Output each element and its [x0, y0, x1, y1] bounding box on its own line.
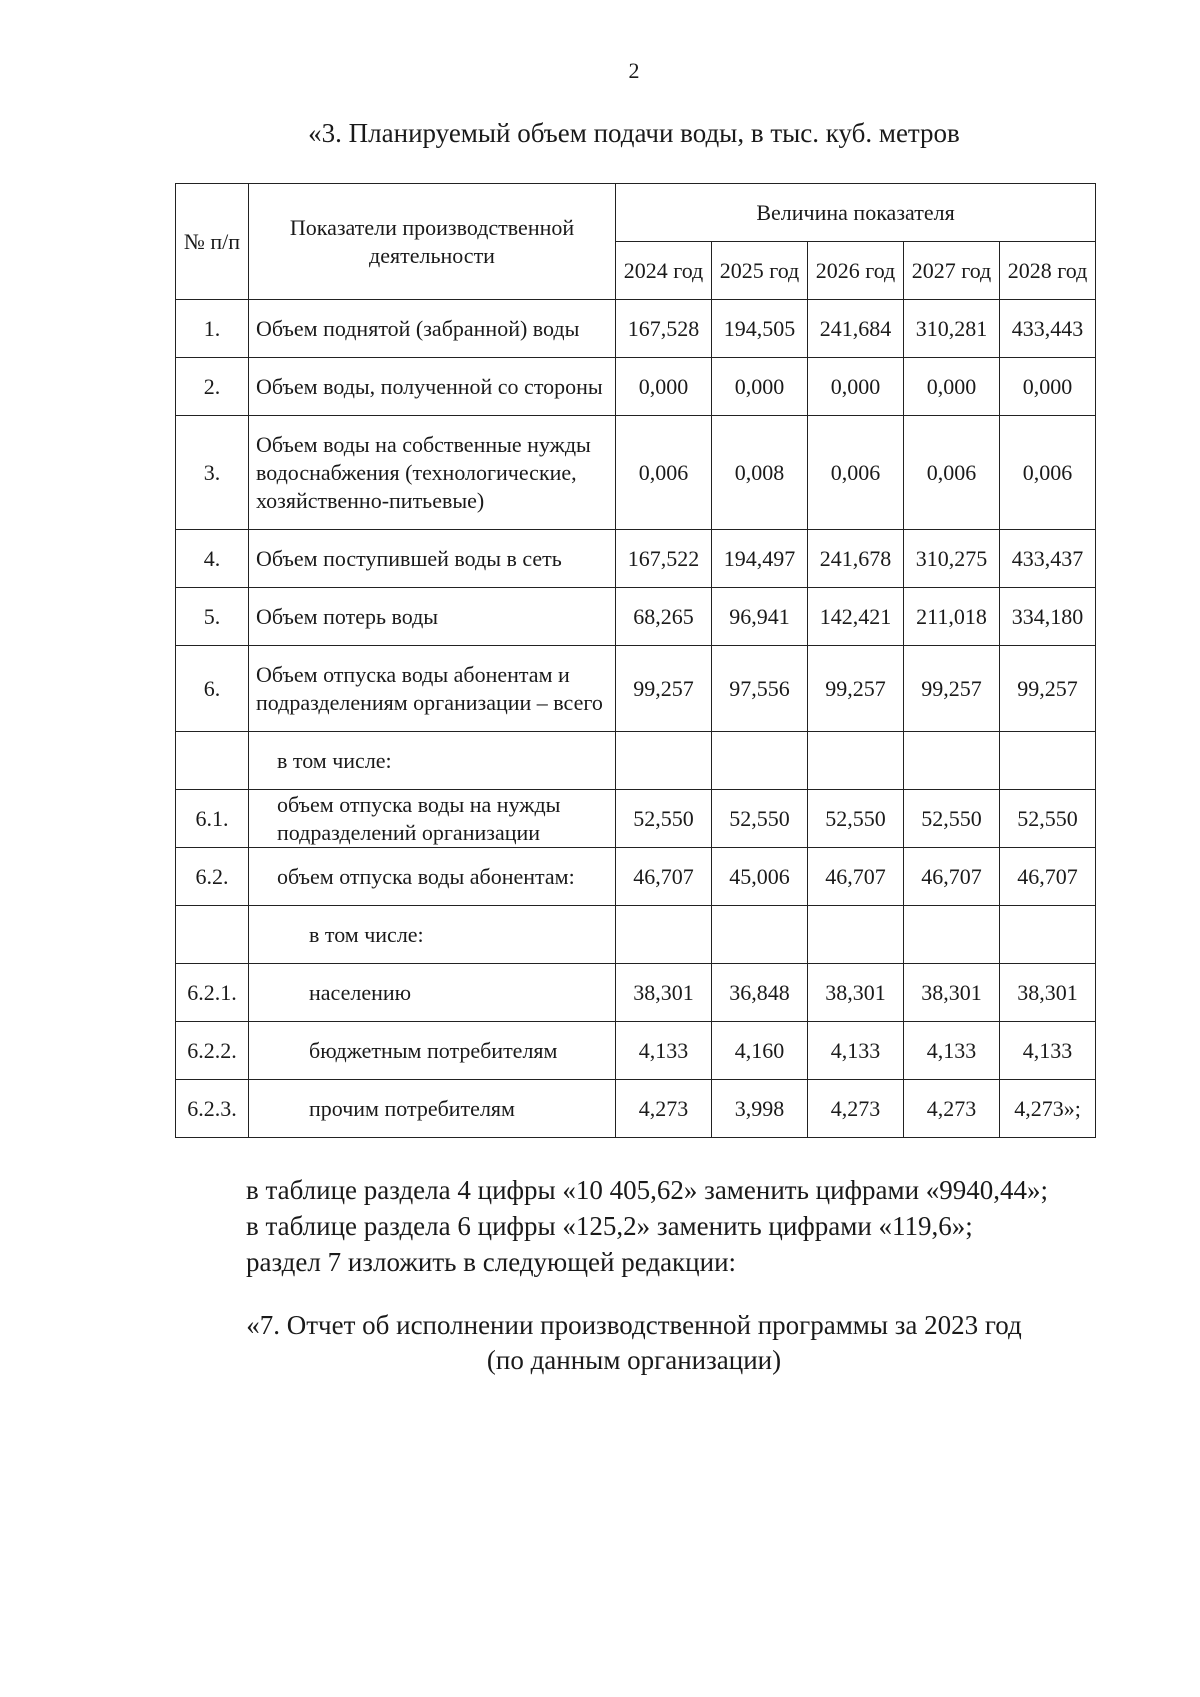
value-cell: 97,556 [712, 646, 808, 732]
table-row [176, 646, 1096, 732]
row-label: Объем поступившей воды в сеть [249, 530, 616, 588]
value-cell: 142,421 [808, 588, 904, 646]
value-cell: 4,273 [808, 1080, 904, 1138]
row-label: Объем воды, полученной со стороны [249, 358, 616, 416]
value-cell: 52,550 [616, 790, 712, 848]
year-header: 2024 год [616, 242, 712, 300]
value-cell: 52,550 [1000, 790, 1096, 848]
value-header: Величина показателя [616, 184, 1096, 242]
value-cell: 46,707 [1000, 848, 1096, 906]
value-cell: 241,678 [808, 530, 904, 588]
row-label: прочим потребителям [249, 1080, 616, 1138]
row-number [176, 906, 249, 964]
value-cell: 241,684 [808, 300, 904, 358]
value-cell [904, 906, 1000, 964]
row-number: 3. [176, 416, 249, 530]
value-cell: 0,006 [616, 416, 712, 530]
value-cell: 4,133 [904, 1022, 1000, 1080]
section7-title-line: (по данным организации) [486, 1345, 782, 1375]
table-row [176, 358, 1096, 416]
value-cell: 38,301 [1000, 964, 1096, 1022]
row-label: объем отпуска воды на нужды подразделений организации [249, 790, 616, 848]
page-number: 2 [628, 58, 640, 83]
value-cell: 99,257 [1000, 646, 1096, 732]
row-number: 6.1. [176, 790, 249, 848]
table-row [176, 1022, 1096, 1080]
value-cell [712, 732, 808, 790]
row-number: 1. [176, 300, 249, 358]
value-cell [1000, 732, 1096, 790]
value-cell [616, 906, 712, 964]
value-cell: 433,437 [1000, 530, 1096, 588]
value-cell: 38,301 [616, 964, 712, 1022]
table-row [176, 530, 1096, 588]
value-cell: 46,707 [808, 848, 904, 906]
table-row [176, 416, 1096, 530]
row-label: объем отпуска воды абонентам: [249, 848, 616, 906]
value-cell: 0,008 [712, 416, 808, 530]
table-row [176, 964, 1096, 1022]
value-cell: 0,000 [616, 358, 712, 416]
row-label: Объем воды на собственные нужды водоснабжения (технологические, хозяйственно-питьевые) [249, 416, 616, 530]
amendment-line: раздел 7 изложить в следующей редакции: [246, 1247, 737, 1277]
amendment-text [246, 1172, 1048, 1280]
value-cell: 167,522 [616, 530, 712, 588]
table-title: «3. Планируемый объем подачи воды, в тыс. куб. метров [308, 118, 960, 148]
value-cell: 0,000 [904, 358, 1000, 416]
table-row [176, 790, 1096, 848]
value-cell [808, 906, 904, 964]
value-cell: 4,133 [616, 1022, 712, 1080]
row-number [176, 732, 249, 790]
value-cell [904, 732, 1000, 790]
value-cell: 194,505 [712, 300, 808, 358]
value-cell: 4,160 [712, 1022, 808, 1080]
section7-title-line: «7. Отчет об исполнении производственной программы за 2023 год [246, 1310, 1022, 1340]
row-number: 6.2.1. [176, 964, 249, 1022]
value-cell: 68,265 [616, 588, 712, 646]
value-cell [808, 732, 904, 790]
value-cell: 38,301 [808, 964, 904, 1022]
row-label: Объем отпуска воды абонентам и подразделениям организации – всего [249, 646, 616, 732]
year-header: 2027 год [904, 242, 1000, 300]
value-cell: 52,550 [712, 790, 808, 848]
value-cell: 0,000 [808, 358, 904, 416]
table-row [176, 300, 1096, 358]
value-cell: 4,273 [904, 1080, 1000, 1138]
row-number: 6.2.3. [176, 1080, 249, 1138]
value-cell: 36,848 [712, 964, 808, 1022]
value-cell: 310,281 [904, 300, 1000, 358]
value-cell: 433,443 [1000, 300, 1096, 358]
row-number: 6.2.2. [176, 1022, 249, 1080]
value-cell: 96,941 [712, 588, 808, 646]
value-cell: 46,707 [616, 848, 712, 906]
value-cell: 0,006 [904, 416, 1000, 530]
section7-title [0, 1308, 1200, 1378]
value-cell: 194,497 [712, 530, 808, 588]
value-cell [1000, 906, 1096, 964]
value-cell: 4,273 [616, 1080, 712, 1138]
value-cell: 99,257 [616, 646, 712, 732]
value-cell: 45,006 [712, 848, 808, 906]
row-number: 5. [176, 588, 249, 646]
table-row [176, 1080, 1096, 1138]
value-cell: 3,998 [712, 1080, 808, 1138]
row-label: в том числе: [249, 906, 616, 964]
year-header: 2025 год [712, 242, 808, 300]
year-header: 2026 год [808, 242, 904, 300]
value-cell: 0,000 [1000, 358, 1096, 416]
value-cell: 38,301 [904, 964, 1000, 1022]
row-label: бюджетным потребителям [249, 1022, 616, 1080]
col-num-header: № п/п [176, 184, 249, 300]
value-cell: 4,133 [1000, 1022, 1096, 1080]
row-label: населению [249, 964, 616, 1022]
table-row [176, 848, 1096, 906]
value-cell: 4,133 [808, 1022, 904, 1080]
row-number: 4. [176, 530, 249, 588]
year-header: 2028 год [1000, 242, 1096, 300]
value-cell: 0,000 [712, 358, 808, 416]
value-cell: 46,707 [904, 848, 1000, 906]
value-cell: 167,528 [616, 300, 712, 358]
value-cell [712, 906, 808, 964]
value-cell: 99,257 [904, 646, 1000, 732]
value-cell: 310,275 [904, 530, 1000, 588]
value-cell: 52,550 [808, 790, 904, 848]
value-cell: 4,273»; [1000, 1080, 1096, 1138]
value-cell: 334,180 [1000, 588, 1096, 646]
col-indicator-header: Показатели производственной деятельности [249, 184, 616, 300]
table-row [176, 588, 1096, 646]
row-number: 6. [176, 646, 249, 732]
value-cell: 0,006 [808, 416, 904, 530]
amendment-line: в таблице раздела 6 цифры «125,2» заменить цифрами «119,6»; [246, 1211, 973, 1241]
row-label: в том числе: [249, 732, 616, 790]
value-cell: 99,257 [808, 646, 904, 732]
row-label: Объем потерь воды [249, 588, 616, 646]
value-cell: 0,006 [1000, 416, 1096, 530]
amendment-line: в таблице раздела 4 цифры «10 405,62» заменить цифрами «9940,44»; [246, 1175, 1049, 1205]
value-cell: 211,018 [904, 588, 1000, 646]
row-number: 2. [176, 358, 249, 416]
value-cell [616, 732, 712, 790]
table-row [176, 906, 1096, 964]
row-label: Объем поднятой (забранной) воды [249, 300, 616, 358]
water-supply-table [175, 183, 1096, 1138]
table-row [176, 732, 1096, 790]
row-number: 6.2. [176, 848, 249, 906]
value-cell: 52,550 [904, 790, 1000, 848]
